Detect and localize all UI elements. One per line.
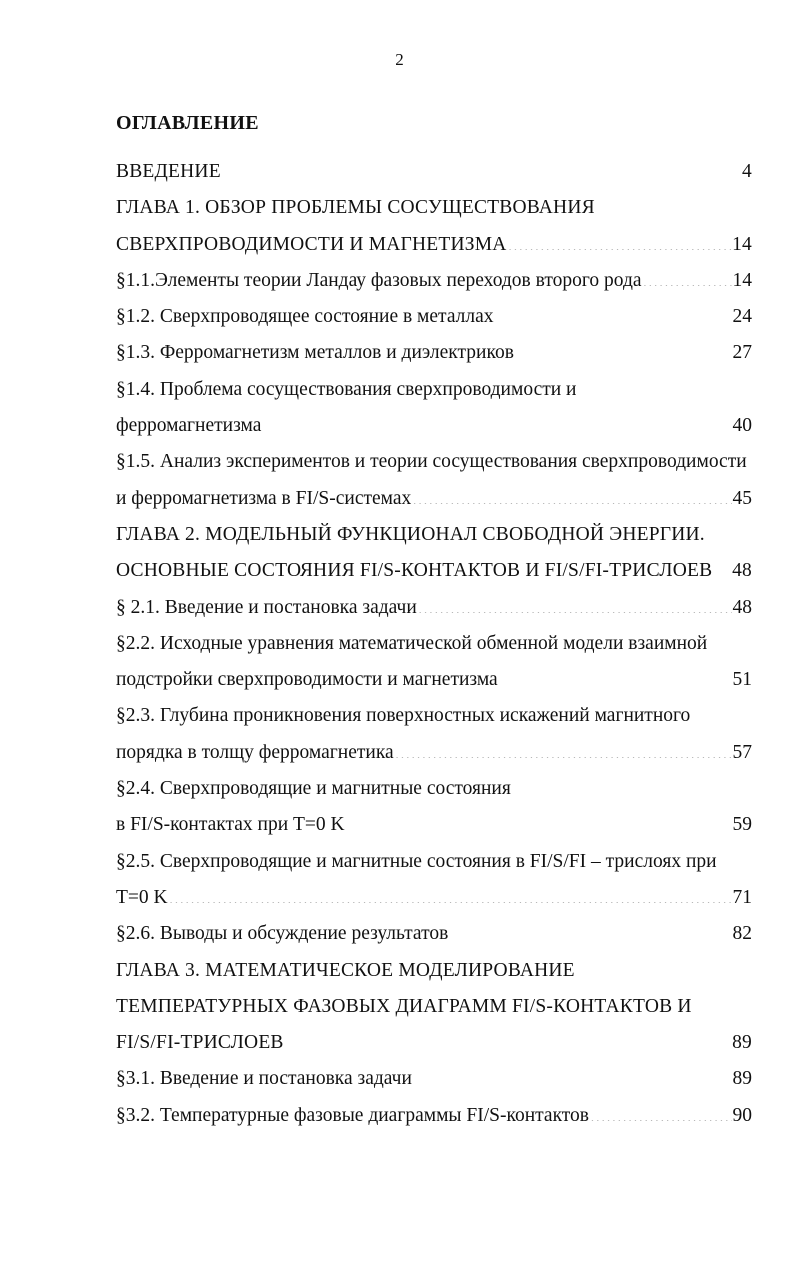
toc-entry-last-line — [116, 916, 752, 952]
toc-entry-page: 45 — [732, 487, 752, 509]
toc-entry-title-line: §2.2. Исходные уравнения математической обменной модели взаимной — [116, 632, 708, 654]
toc-entry[interactable] — [116, 190, 752, 263]
toc-entry-last-line — [116, 263, 752, 299]
dot-leader — [449, 919, 731, 939]
toc-entry-title: T=0 K — [116, 886, 168, 908]
dot-leader — [508, 229, 732, 249]
toc-entry-title: ОСНОВНЫЕ СОСТОЯНИЯ FI/S-КОНТАКТОВ И FI/S/FI-ТРИСЛОЕВ — [116, 560, 713, 582]
toc-entry-page: 59 — [732, 814, 752, 836]
toc-entry[interactable] — [116, 517, 752, 590]
toc-entry-title: в FI/S-контактах при T=0 K — [116, 814, 345, 836]
toc-entry-last-line — [116, 1025, 752, 1061]
toc-entry-page: 48 — [732, 596, 752, 618]
toc-entry-page: 24 — [732, 306, 752, 328]
dot-leader — [590, 1100, 731, 1120]
toc-entry[interactable] — [116, 372, 752, 445]
table-of-contents — [116, 154, 752, 1134]
dot-leader — [495, 302, 732, 322]
toc-entry-page: 71 — [732, 886, 752, 908]
toc-entry-last-line — [116, 481, 752, 517]
toc-entry-title-line: ГЛАВА 1. ОБЗОР ПРОБЛЕМЫ СОСУЩЕСТВОВАНИЯ — [116, 197, 595, 219]
toc-entry[interactable] — [116, 590, 752, 626]
toc-entry-title-line: §1.5. Анализ экспериментов и теории сосуществования сверхпроводимости — [116, 451, 747, 473]
toc-entry-page: 14 — [732, 233, 752, 255]
dot-leader — [413, 1064, 732, 1084]
toc-entry-last-line — [116, 590, 752, 626]
toc-entry-title: §1.2. Сверхпроводящее состояние в металлах — [116, 306, 494, 328]
toc-entry-title-line: §2.5. Сверхпроводящие и магнитные состояния в FI/S/FI – трислоях при — [116, 850, 717, 872]
toc-entry-page: 4 — [742, 161, 752, 182]
toc-entry-last-line — [116, 553, 752, 589]
toc-entry-title-line: ГЛАВА 3. МАТЕМАТИЧЕСКОЕ МОДЕЛИРОВАНИЕ — [116, 959, 575, 981]
toc-entry-last-line — [116, 227, 752, 263]
dot-leader — [418, 592, 732, 612]
toc-entry-page: 14 — [732, 269, 752, 291]
toc-entry-page: 89 — [732, 1032, 752, 1054]
toc-entry[interactable] — [116, 626, 752, 699]
toc-entry-title: § 2.1. Введение и постановка задачи — [116, 596, 417, 618]
toc-entry-last-line — [116, 154, 752, 190]
toc-entry-page: 82 — [732, 923, 752, 945]
toc-entry[interactable] — [116, 335, 752, 371]
toc-entry-title-line: ТЕМПЕРАТУРНЫХ ФАЗОВЫХ ДИАГРАММ FI/S-КОНТАКТОВ И — [116, 995, 692, 1017]
dot-leader — [515, 338, 732, 358]
toc-entry-page: 40 — [732, 415, 752, 437]
toc-entry-title: §1.3. Ферромагнетизм металлов и диэлектриков — [116, 342, 514, 364]
toc-entry-last-line — [116, 1098, 752, 1134]
toc-entry-title: ферромагнетизма — [116, 415, 262, 437]
toc-entry-title-line: §1.4. Проблема сосуществования сверхпроводимости и — [116, 378, 577, 400]
toc-entry[interactable] — [116, 916, 752, 952]
dot-leader — [713, 556, 731, 576]
toc-entry-page: 57 — [732, 741, 752, 763]
toc-entry-last-line — [116, 807, 752, 843]
dot-leader — [169, 882, 732, 902]
toc-entry[interactable] — [116, 771, 752, 844]
toc-entry-title: СВЕРХПРОВОДИМОСТИ И МАГНЕТИЗМА — [116, 233, 507, 255]
dot-leader — [499, 665, 732, 685]
toc-entry-title-line: §2.3. Глубина проникновения поверхностных искажений магнитного — [116, 705, 691, 727]
toc-entry-title: FI/S/FI-ТРИСЛОЕВ — [116, 1032, 284, 1054]
toc-entry-title: §3.1. Введение и постановка задачи — [116, 1068, 412, 1090]
toc-entry[interactable] — [116, 1061, 752, 1097]
toc-entry-last-line — [116, 299, 752, 335]
toc-entry-title: подстройки сверхпроводимости и магнетизма — [116, 669, 498, 691]
toc-entry-last-line — [116, 1061, 752, 1097]
toc-entry[interactable] — [116, 953, 752, 1062]
toc-entry-last-line — [116, 335, 752, 371]
toc-entry-title-line: §2.4. Сверхпроводящие и магнитные состояния — [116, 778, 511, 800]
dot-leader — [643, 265, 732, 285]
page-number: 2 — [395, 50, 404, 69]
toc-entry-page: 51 — [732, 669, 752, 691]
dot-leader — [222, 157, 741, 177]
toc-entry-last-line — [116, 735, 752, 771]
dot-leader — [395, 737, 732, 757]
dot-leader — [285, 1028, 731, 1048]
toc-entry-last-line — [116, 408, 752, 444]
toc-entry-page: 27 — [732, 342, 752, 364]
toc-entry[interactable] — [116, 263, 752, 299]
toc-entry-last-line — [116, 880, 752, 916]
toc-entry[interactable] — [116, 154, 752, 190]
toc-entry-last-line — [116, 662, 752, 698]
toc-entry[interactable] — [116, 444, 752, 517]
dot-leader — [412, 483, 731, 503]
toc-entry-title: ВВЕДЕНИЕ — [116, 161, 221, 182]
toc-entry[interactable] — [116, 698, 752, 771]
toc-entry-title: порядка в толщу ферромагнетика — [116, 741, 394, 763]
toc-entry-page: 90 — [732, 1104, 752, 1126]
toc-entry-title-line: ГЛАВА 2. МОДЕЛЬНЫЙ ФУНКЦИОНАЛ СВОБОДНОЙ ЭНЕРГИИ. — [116, 523, 705, 545]
toc-entry-title: §1.1.Элементы теории Ландау фазовых переходов второго рода — [116, 269, 642, 291]
toc-entry-page: 89 — [732, 1068, 752, 1090]
toc-entry-page: 48 — [732, 560, 752, 582]
dot-leader — [262, 411, 731, 431]
toc-heading: ОГЛАВЛЕНИЕ — [116, 112, 259, 134]
toc-entry[interactable] — [116, 844, 752, 917]
toc-entry-title: §3.2. Температурные фазовые диаграммы FI/S-контактов — [116, 1104, 590, 1126]
dot-leader — [346, 810, 732, 830]
toc-entry-title: §2.6. Выводы и обсуждение результатов — [116, 923, 449, 945]
toc-entry[interactable] — [116, 299, 752, 335]
toc-entry[interactable] — [116, 1098, 752, 1134]
toc-entry-title: и ферромагнетизма в FI/S-системах — [116, 487, 412, 509]
